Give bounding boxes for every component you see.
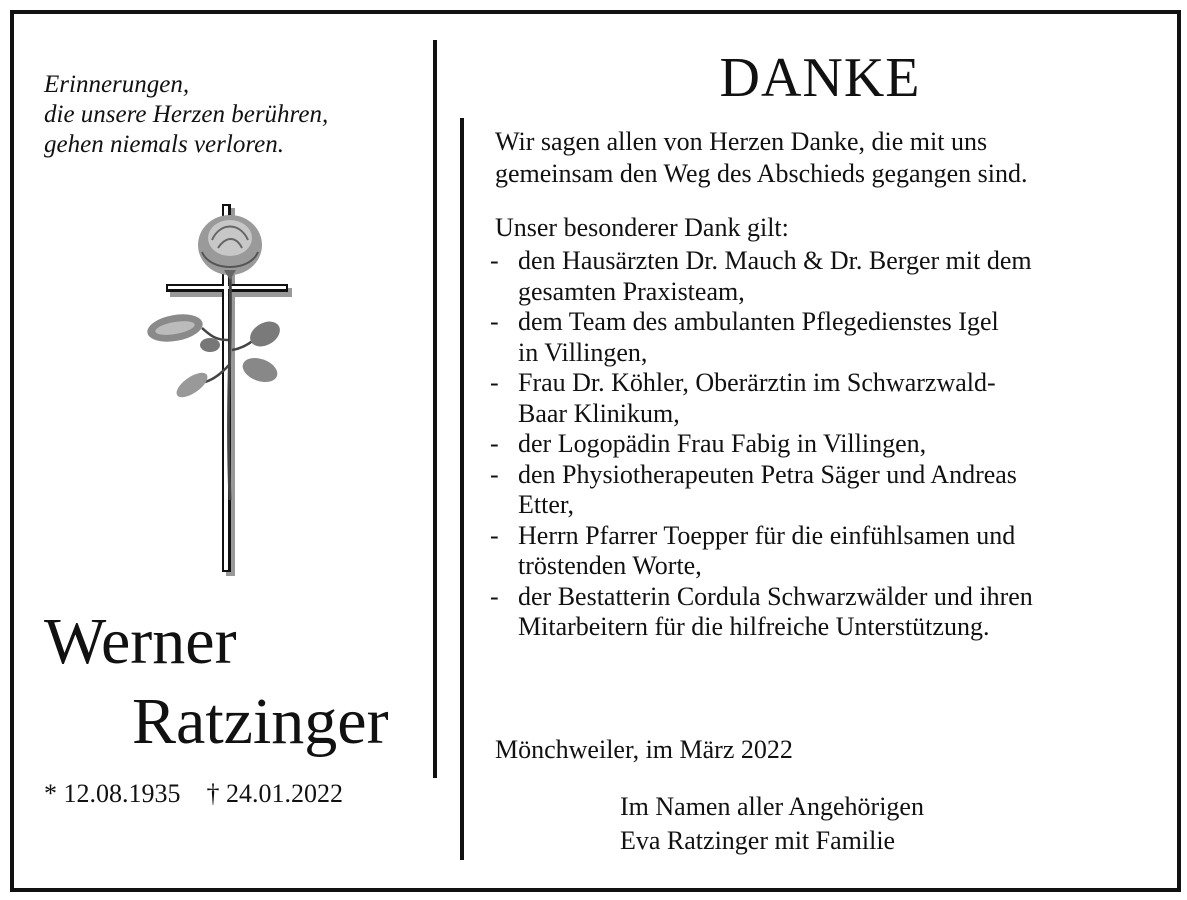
list-item-line: Herrn Pfarrer Toepper für die einfühlsamen und xyxy=(518,520,1016,550)
list-item-line: Baar Klinikum, xyxy=(518,398,680,428)
motto-line: gehen niemals verloren. xyxy=(44,131,284,158)
list-item-line: Frau Dr. Köhler, Oberärztin im Schwarzwald- xyxy=(518,368,996,397)
list-dash: - xyxy=(490,246,499,275)
place-date: Mönchweiler, im März 2022 xyxy=(495,735,793,764)
intro-line: Wir sagen allen von Herzen Danke, die mit uns xyxy=(495,127,988,156)
list-item xyxy=(490,368,1033,429)
signature-line: Eva Ratzinger mit Familie xyxy=(620,826,896,855)
list-item-line: der Logopädin Frau Fabig in Villingen, xyxy=(518,429,927,458)
birth-date: * 12.08.1935 xyxy=(44,779,181,808)
list-item-line: in Villingen, xyxy=(518,337,648,367)
signature-line: Im Namen aller Angehörigen xyxy=(620,792,924,821)
intro-line: gemeinsam den Weg des Abschieds gegangen sind. xyxy=(495,159,1028,188)
death-date: † 24.01.2022 xyxy=(206,779,343,808)
list-item-line: den Hausärzten Dr. Mauch & Dr. Berger mit dem xyxy=(518,246,1032,275)
list-dash: - xyxy=(490,520,499,550)
list-dash: - xyxy=(490,429,499,458)
signature xyxy=(620,790,924,858)
list-item xyxy=(490,521,1033,582)
list-item xyxy=(490,582,1033,643)
list-dash: - xyxy=(490,307,499,336)
deceased-last-name: Ratzinger xyxy=(132,685,389,758)
thanks-list xyxy=(490,246,1033,643)
list-dash: - xyxy=(490,368,499,397)
list-item-line: Etter, xyxy=(518,490,574,519)
list-item-line: den Physiotherapeuten Petra Säger und Andreas xyxy=(518,459,1017,489)
list-item xyxy=(490,429,1033,460)
list-dash: - xyxy=(490,581,499,611)
list-item-line: der Bestatterin Cordula Schwarzwälder und ihren xyxy=(518,581,1033,611)
life-dates xyxy=(44,778,343,810)
motto xyxy=(44,70,328,160)
list-item-line: gesamten Praxisteam, xyxy=(518,276,745,306)
deceased-first-name: Werner xyxy=(44,605,237,678)
list-item-line: Mitarbeitern für die hilfreiche Unterstützung. xyxy=(518,612,990,641)
motto-line: Erinnerungen, xyxy=(44,71,190,98)
list-item xyxy=(490,307,1033,368)
divider-right xyxy=(460,118,464,860)
thanks-intro xyxy=(495,126,1027,190)
list-item-line: dem Team des ambulanten Pflegedienstes Igel xyxy=(518,307,999,336)
list-item xyxy=(490,246,1033,307)
cross-with-rose-icon xyxy=(140,200,320,585)
divider-left xyxy=(433,40,437,778)
list-dash: - xyxy=(490,459,499,489)
motto-line: die unsere Herzen berühren, xyxy=(44,101,329,128)
list-heading: Unser besonderer Dank gilt: xyxy=(495,213,789,242)
list-item-line: tröstenden Worte, xyxy=(518,551,702,580)
thanks-title: DANKE xyxy=(719,47,921,109)
list-item xyxy=(490,460,1033,521)
